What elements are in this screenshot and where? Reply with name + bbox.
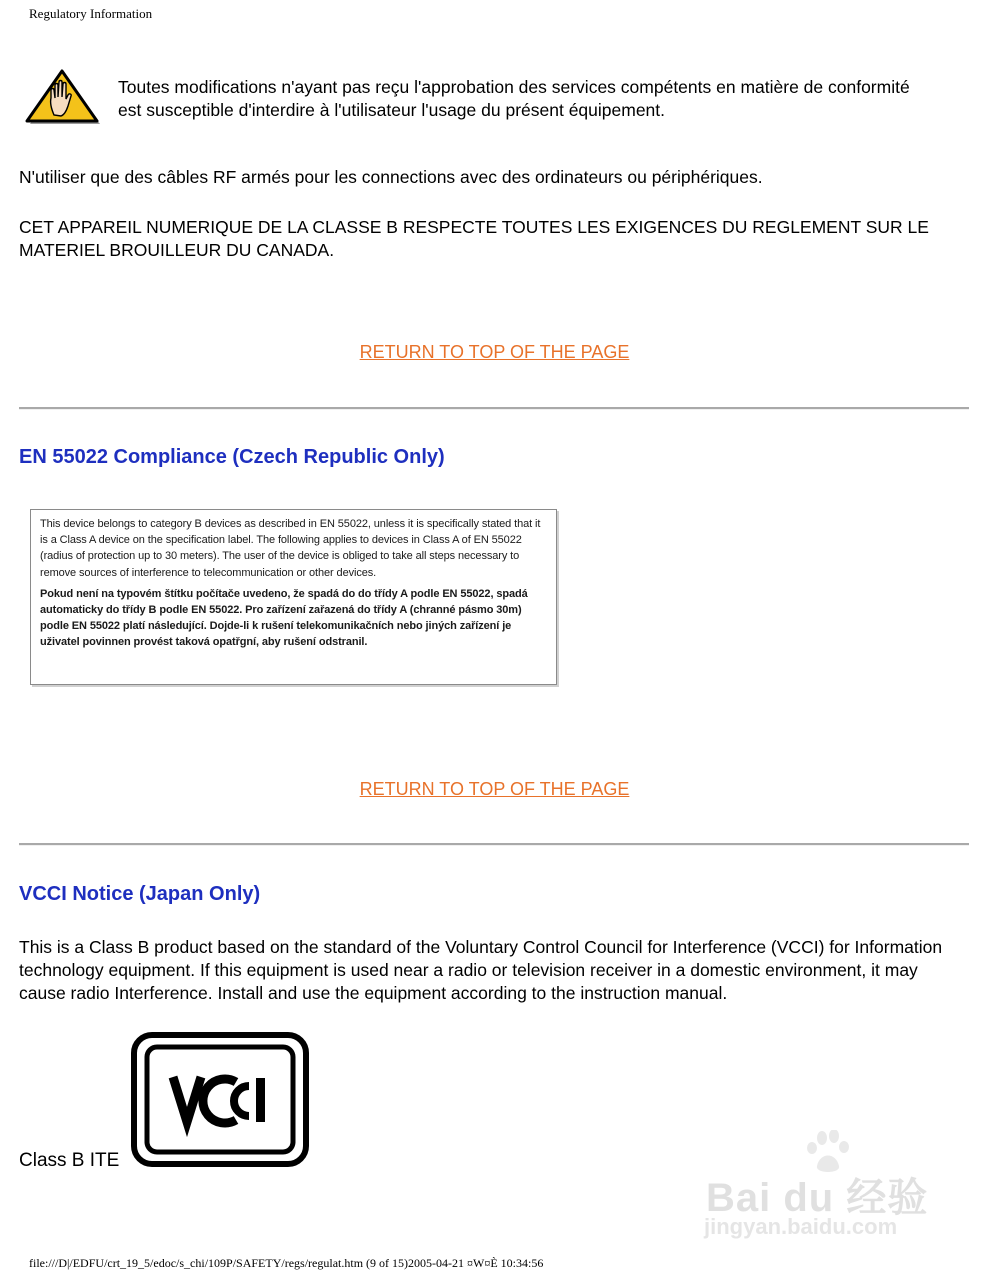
return-to-top-link[interactable]: RETURN TO TOP OF THE PAGE (359, 779, 630, 799)
print-footer-path: file:///D|/EDFU/crt_19_5/edoc/s_chi/109P/SAFETY/regs/regulat.htm (9 of 15)2005-04-21 ¤W¤È 10:34:56 (29, 1256, 544, 1270)
watermark-brand: Bai du 经验 (706, 1176, 929, 1220)
hand-warning-icon (24, 68, 102, 128)
czech-section-heading: EN 55022 Compliance (Czech Republic Only) (19, 446, 445, 468)
japan-section-heading: VCCI Notice (Japan Only) (19, 883, 261, 905)
warning-text: Toutes modifications n'ayant pas reçu l'approbation des services compétents en matière de conformité est susceptible d'interdire à l'utilisateur l'usage du présent équipement. (118, 77, 910, 120)
en55022-notice-image (30, 509, 557, 685)
return-to-top-link[interactable]: RETURN TO TOP OF THE PAGE (359, 342, 630, 362)
section-divider (19, 407, 969, 410)
vcci-logo-icon (131, 1032, 309, 1167)
class-b-statement: CET APPAREIL NUMERIQUE DE LA CLASSE B RESPECTE TOUTES LES EXIGENCES DU REGLEMENT SUR LE MATERIEL BROUILLEUR DU CANADA. (19, 217, 929, 260)
print-header-title: Regulatory Information (29, 6, 153, 21)
baidu-watermark (700, 1130, 940, 1245)
section-divider (19, 843, 969, 846)
cable-note: N'utiliser que des câbles RF armés pour les connections avec des ordinateurs ou périphériques. (19, 167, 763, 187)
watermark-url: jingyan.baidu.com (704, 1214, 898, 1239)
class-b-ite-label: Class B ITE (19, 1150, 120, 1171)
notice-czech-text: Pokud není na typovém štítku počítače uvedeno, že spadá do do třídy A podle EN 55022, spadá automaticky do třídy B podle EN 55022. Pro zařízení zařazená do třídy A (chranné pásmo 30m) podle EN 55022 platí následující. Dojde-li k rušení telekomunikačních nebo jiných zařízení je uživatel povinnen provést taková opatřgní, aby rušení odstranil. (40, 587, 528, 649)
vcci-notice-text: This is a Class B product based on the standard of the Voluntary Control Council for Interference (VCCI) for Information technology equipment. If this equipment is used near a radio or television receiver in a domestic environment, it may cause radio Interference. Install and use the equipment according to the instruction manual. (19, 937, 943, 1003)
notice-english-text: This device belongs to category B devices as described in EN 55022, unless it is specifically stated that it is a Class A device on the specification label. The following applies to devices in Class A of EN 55022 (radius of protection up to 30 meters). The user of the device is obliged to take all steps necessary to remove sources of interference to telecommunication or other devices. (40, 518, 541, 579)
